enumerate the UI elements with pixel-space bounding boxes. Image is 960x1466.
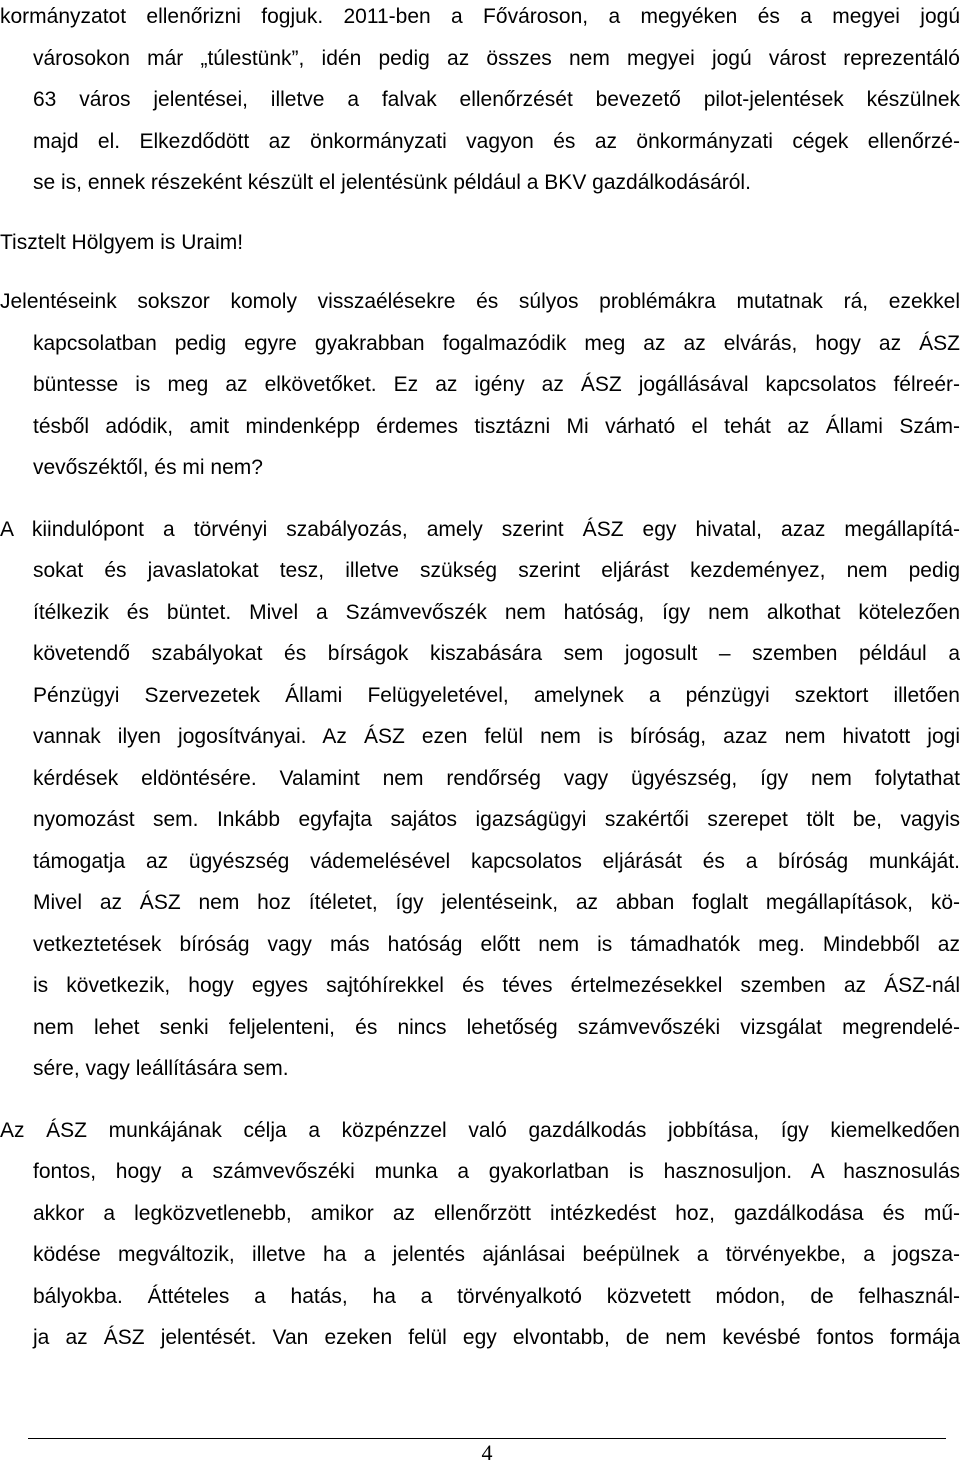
paragraph-continuation [0, 0, 960, 204]
text-line: Tisztelt Hölgyem is Uraim! [0, 230, 244, 254]
paragraph-purpose [0, 1110, 960, 1359]
text-line: vannak ilyen jogosítványai. Az ÁSZ ezen felül nem is bíróság, azaz nem hivatott jogi [33, 725, 960, 748]
text-line: bályokba. Áttételes a hatás, ha a törvényalkotó közvetett módon, de felhasznál- [33, 1284, 960, 1308]
text-line: majd el. Elkezdődött az önkormányzati vagyon és az önkormányzati cégek ellenőrzé- [33, 129, 960, 153]
text-line: Mivel az ÁSZ nem hoz ítéletet, így jelentéseink, az abban foglalt megállapítások, kö- [33, 891, 960, 914]
text-line: Jelentéseink sokszor komoly visszaélésekre és súlyos problémákra mutatnak rá, ezekkel [0, 290, 960, 313]
text-line: A kiindulópont a törvényi szabályozás, amely szerint ÁSZ egy hivatal, azaz megállapítá- [0, 517, 960, 541]
text-line: kérdések eldöntésére. Valamint nem rendőrség vagy ügyészség, így nem folytathat [33, 766, 960, 790]
text-line: nem lehet senki feljelenteni, és nincs lehetőség számvevőszéki vizsgálat megrendelé- [33, 1015, 960, 1039]
text-line: 63 város jelentései, illetve a falvak ellenőrzését bevezető pilot-jelentések készülnek [33, 88, 960, 111]
paragraph-expectations [0, 281, 960, 489]
text-line: követendő szabályokat és bírságok kiszabására sem jogosult – szemben például a [33, 642, 960, 665]
text-line: Az ÁSZ munkájának célja a közpénzzel való gazdálkodás jobbítása, így kiemelkedően [0, 1118, 960, 1142]
text-line: városokon már „túlestünk”, idén pedig az összes nem megyei jogú várost reprezentáló [33, 46, 960, 70]
text-line: Pénzügyi Szervezetek Állami Felügyeletével, amelynek a pénzügyi szektort illetően [33, 683, 960, 707]
text-line: ítélkezik és büntet. Mivel a Számvevőszék nem hatóság, így nem alkothat kötelezően [33, 600, 960, 624]
text-line: vetkeztetések bíróság vagy más hatóság előtt nem is támadhatók meg. Mindebből az [33, 932, 960, 956]
text-line: nyomozást sem. Inkább egyfajta sajátos igazságügyi szakértői szerepet tölt be, vagyis [33, 808, 960, 831]
text-line: ködése megváltozik, illetve ha a jelentés ajánlásai beépülnek a törvényekbe, a jogsza- [33, 1243, 960, 1266]
text-line: vevőszéktől, és mi nem? [33, 456, 263, 479]
text-line: sokat és javaslatokat tesz, illetve szükség szerint eljárást kezdeményez, nem pedig [33, 559, 960, 582]
text-line: ja az ÁSZ jelentését. Van ezeken felül egy elvontabb, de nem kevésbé fontos formája [33, 1326, 960, 1349]
text-line: sére, vagy leállítására sem. [33, 1057, 289, 1080]
text-line: tésből adódik, amit mindenképp érdemes tisztázni Mi várható el tehát az Állami Szám- [33, 414, 960, 438]
text-line: kormányzatot ellenőrizni fogjuk. 2011-ben a Fővároson, a megyéken és a megyei jogú [0, 5, 960, 28]
page-number: 4 [481, 1440, 493, 1465]
paragraph-legal-status [0, 509, 960, 1090]
text-line: kapcsolatban pedig egyre gyakrabban fogalmazódik meg az az elvárás, hogy az ÁSZ [33, 331, 960, 355]
text-line: akkor a legközvetlenebb, amikor az ellenőrzött intézkedést hoz, gazdálkodása és mű- [33, 1201, 960, 1225]
text-line: támogatja az ügyészség vádemelésével kapcsolatos eljárását és a bíróság munkáját. [33, 849, 960, 873]
text-line: büntesse is meg az elkövetőket. Ez az igény az ÁSZ jogállásával kapcsolatos félreér- [33, 373, 960, 396]
text-line: is következik, hogy egyes sajtóhírekkel és téves értelmezésekkel szemben az ÁSZ-nál [33, 974, 960, 997]
salutation [0, 222, 960, 264]
text-line: se is, ennek részeként készült el jelentésünk például a BKV gazdálkodásáról. [33, 171, 751, 194]
footer-divider [28, 1438, 946, 1439]
text-line: fontos, hogy a számvevőszéki munka a gyakorlatban is hasznosuljon. A hasznosulás [33, 1160, 960, 1183]
